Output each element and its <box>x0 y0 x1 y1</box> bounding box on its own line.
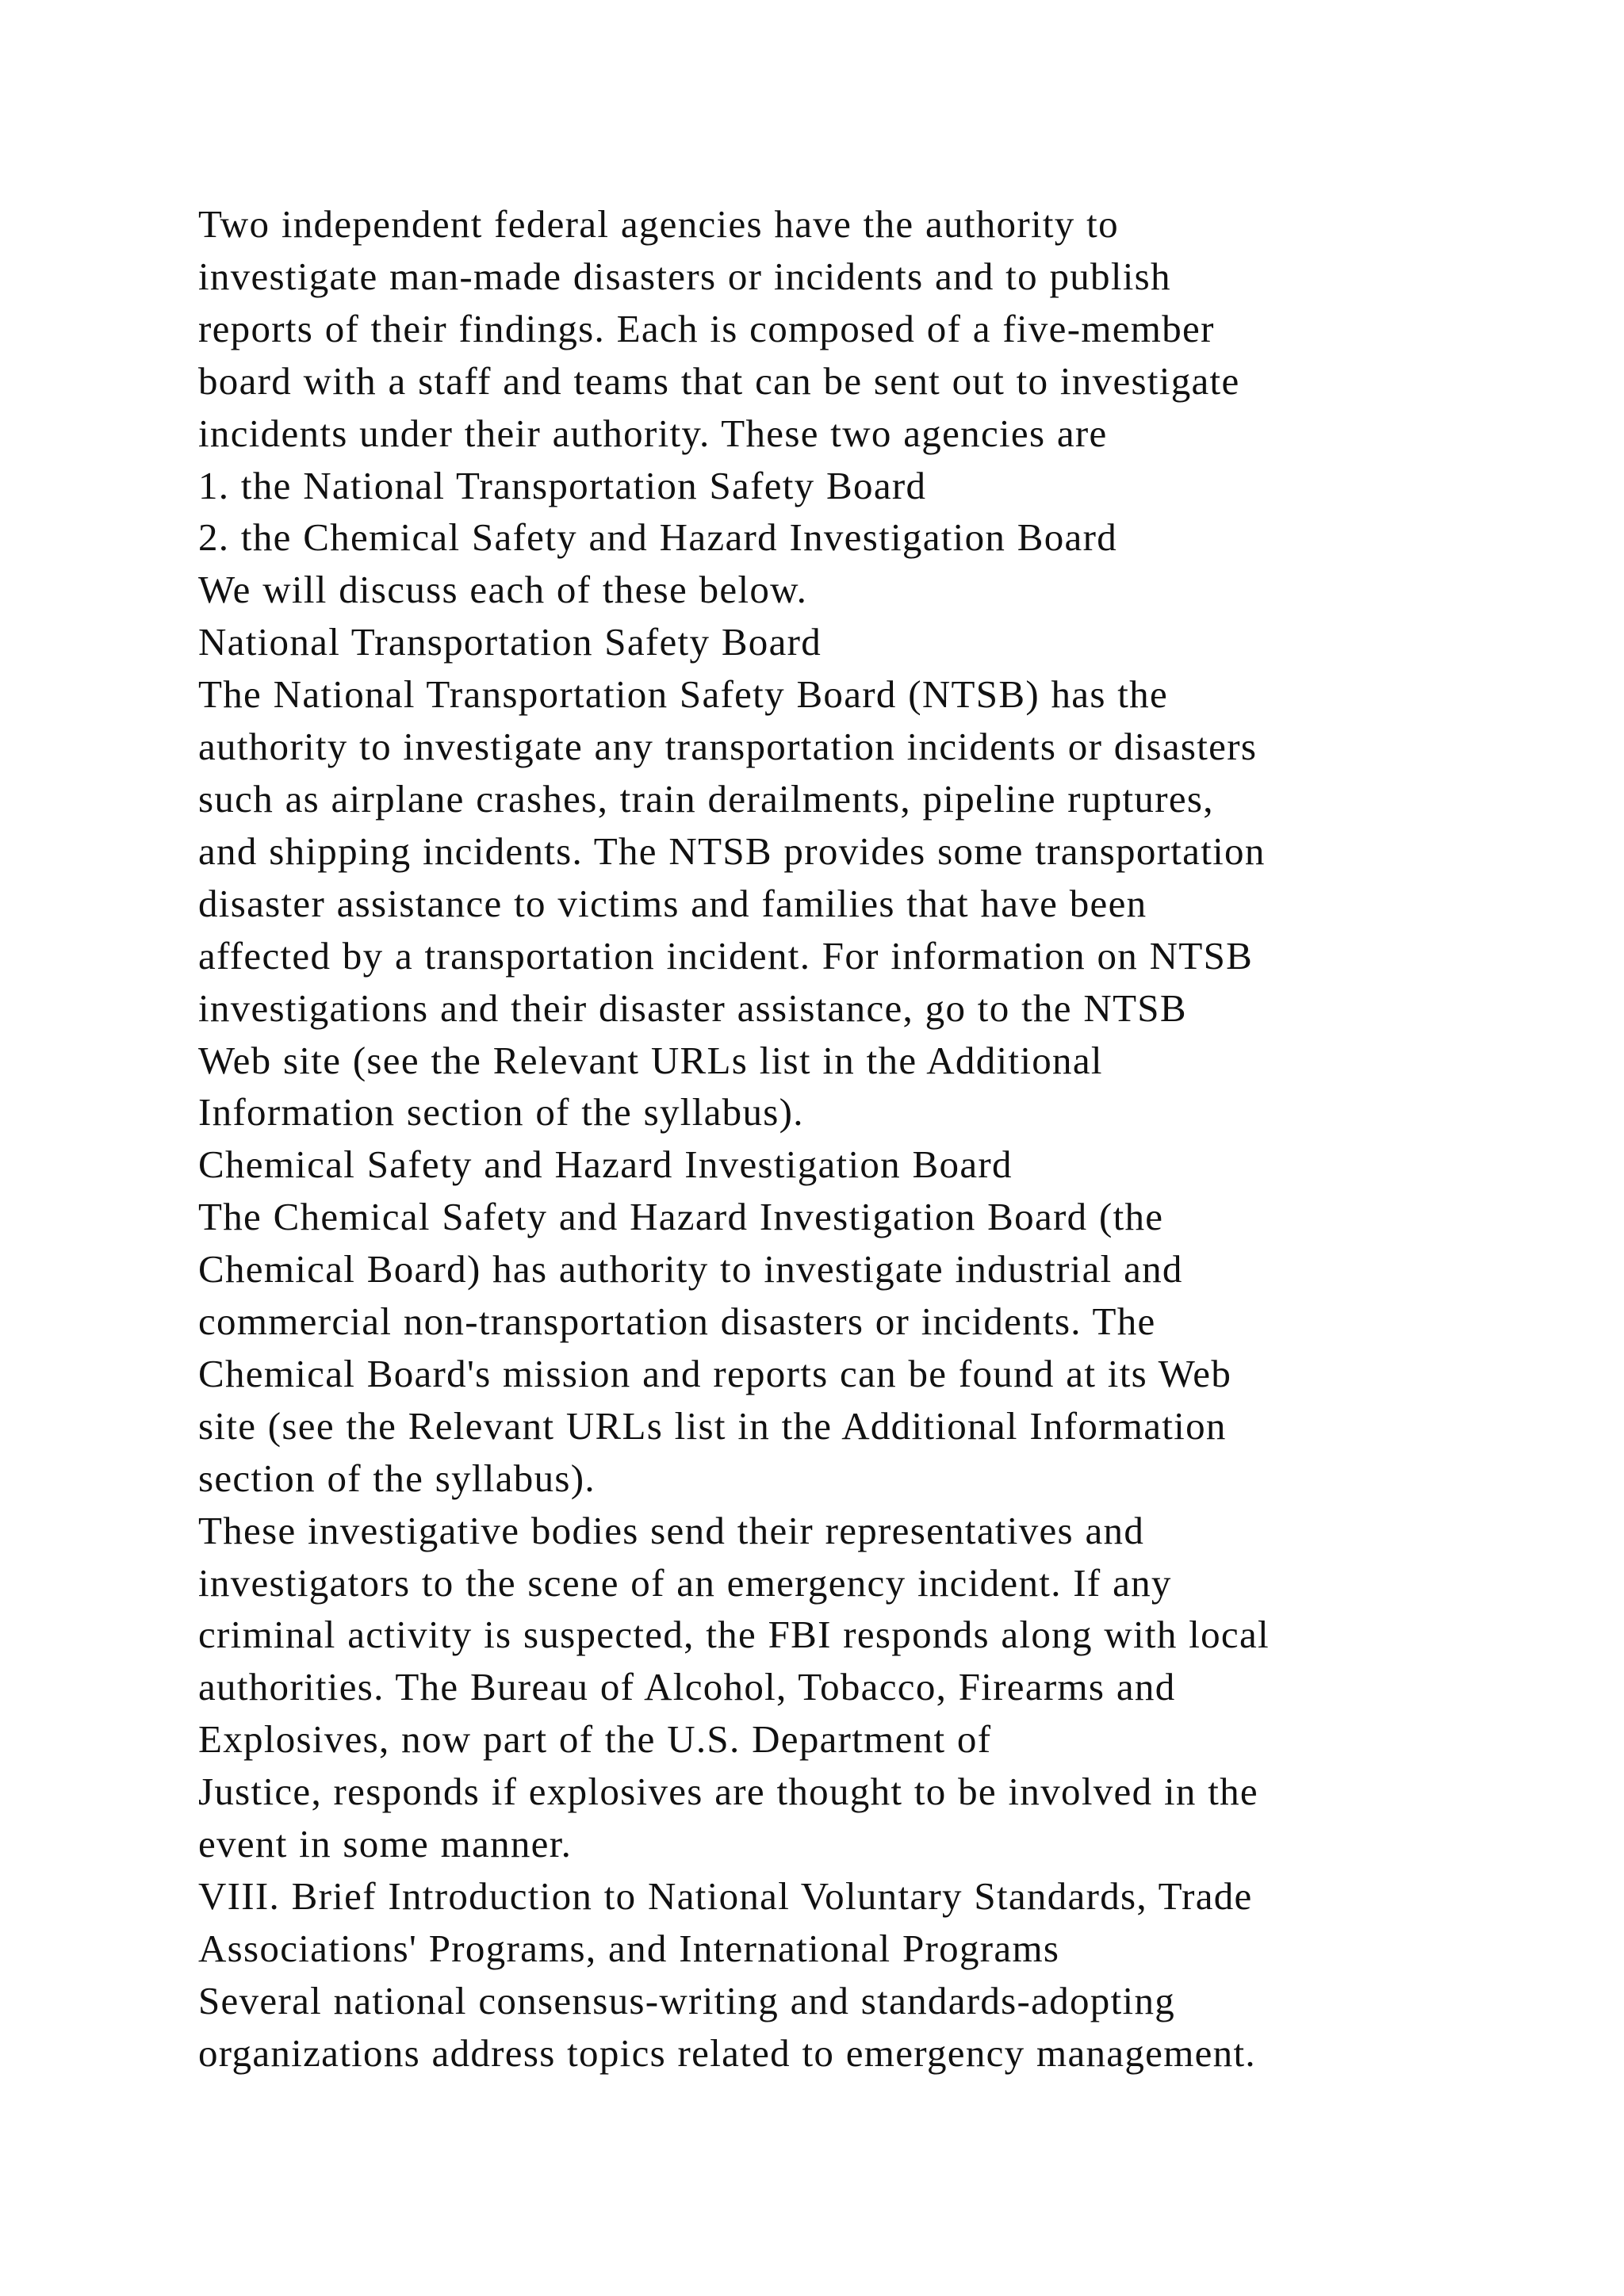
text-line: Two independent federal agencies have the authority to <box>198 202 1119 246</box>
list-item: 2. the Chemical Safety and Hazard Investigation Board <box>198 515 1117 560</box>
text-line: Information section of the syllabus). <box>198 1090 804 1135</box>
text-line: authorities. The Bureau of Alcohol, Tobacco, Firearms and <box>198 1665 1176 1709</box>
section-heading: Associations' Programs, and International Programs <box>198 1926 1060 1970</box>
text-line: incidents under their authority. These two agencies are <box>198 411 1108 455</box>
section-heading: Chemical Safety and Hazard Investigation Board <box>198 1142 1013 1187</box>
text-line: commercial non-transportation disasters or incidents. The <box>198 1299 1156 1344</box>
text-line: investigate man-made disasters or incidents and to publish <box>198 254 1171 298</box>
text-line: We will discuss each of these below. <box>198 568 808 612</box>
document-body <box>198 198 1610 2080</box>
text-line: Chemical Board's mission and reports can be found at its Web <box>198 1351 1232 1395</box>
text-line: criminal activity is suspected, the FBI responds along with local <box>198 1613 1270 1657</box>
text-line: authority to investigate any transportation incidents or disasters <box>198 725 1258 769</box>
text-line: section of the syllabus). <box>198 1456 596 1500</box>
text-line: and shipping incidents. The NTSB provides some transportation <box>198 828 1266 873</box>
text-line: organizations address topics related to emergency management. <box>198 2030 1256 2075</box>
text-line: The National Transportation Safety Board (NTSB) has the <box>198 672 1169 717</box>
text-line: investigations and their disaster assistance, go to the NTSB <box>198 985 1187 1030</box>
text-line: affected by a transportation incident. For information on NTSB <box>198 933 1254 978</box>
text-line: Chemical Board) has authority to investigate industrial and <box>198 1247 1183 1292</box>
text-line: investigators to the scene of an emergency incident. If any <box>198 1560 1172 1605</box>
text-line: board with a staff and teams that can be sent out to investigate <box>198 358 1240 403</box>
section-heading: VIII. Brief Introduction to National Voluntary Standards, Trade <box>198 1874 1253 1918</box>
text-line: disaster assistance to victims and families that have been <box>198 881 1147 925</box>
text-line: site (see the Relevant URLs list in the Additional Information <box>198 1403 1227 1448</box>
text-line: Web site (see the Relevant URLs list in the Additional <box>198 1038 1103 1082</box>
text-line: such as airplane crashes, train derailments, pipeline ruptures, <box>198 776 1214 821</box>
text-line: Justice, responds if explosives are thought to be involved in the <box>198 1770 1258 1814</box>
text-line: reports of their findings. Each is composed of a five-member <box>198 306 1215 350</box>
list-item: 1. the National Transportation Safety Board <box>198 463 927 507</box>
text-line: event in some manner. <box>198 1822 573 1866</box>
text-line: Explosives, now part of the U.S. Department of <box>198 1717 992 1762</box>
text-line: These investigative bodies send their representatives and <box>198 1508 1145 1552</box>
text-line: The Chemical Safety and Hazard Investigation Board (the <box>198 1195 1164 1239</box>
text-line: Several national consensus-writing and standards-adopting <box>198 1978 1176 2022</box>
section-heading: National Transportation Safety Board <box>198 620 822 664</box>
